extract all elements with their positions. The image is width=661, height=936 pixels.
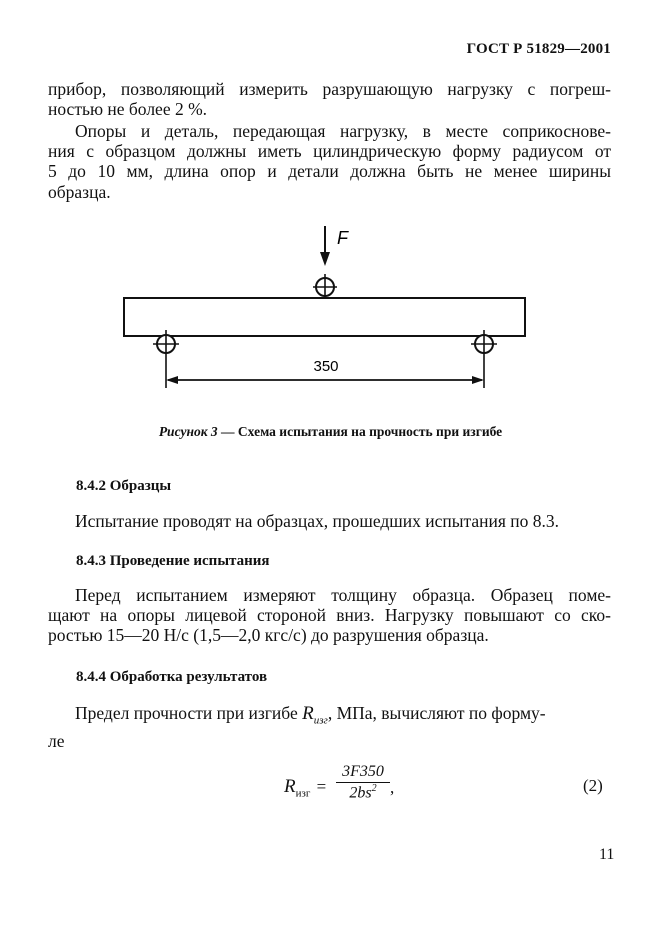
formula-denominator-base: 2bs xyxy=(349,784,372,802)
formula-lhs-sub: изг xyxy=(295,787,311,800)
bending-test-diagram xyxy=(0,0,661,420)
page-number: 11 xyxy=(599,846,615,863)
formula-denominator xyxy=(336,783,390,802)
section-8-4-3-line-3: ростью 15—20 Н/с (1,5—2,0 кгс/с) до разрушения образца. xyxy=(48,625,489,646)
equation-number: (2) xyxy=(583,776,603,795)
intro-text-after: , МПа, вычисляют по форму- xyxy=(327,703,546,723)
load-roller xyxy=(313,274,337,299)
paragraph-2-line-1: Опоры и деталь, передающая нагрузку, в месте соприкоснове- xyxy=(75,121,611,141)
intro-symbol-sub: изг xyxy=(313,714,328,727)
paragraph-1-line-1: прибор, позволяющий измерить разрушающую нагрузку с погреш- xyxy=(48,79,611,99)
section-8-4-4-line-2: ле xyxy=(48,730,65,751)
formula-numerator: 3F350 xyxy=(336,763,390,783)
section-heading-8-4-4: 8.4.4 Обработка результатов xyxy=(76,669,268,685)
figure-caption xyxy=(0,424,661,440)
intro-symbol-r: R xyxy=(302,703,314,724)
intro-text-before: Предел прочности при изгибе xyxy=(75,703,303,723)
formula-fraction xyxy=(336,763,390,802)
section-8-4-3-line-2: щают на опоры лицевой стороной вниз. Нагрузку повышают со ско- xyxy=(48,605,611,626)
section-8-4-4-line-1 xyxy=(48,703,611,731)
paragraph-2-line-4: образца. xyxy=(48,181,111,202)
paragraph-2-line-2: ния с образцом должны иметь цилиндрическую форму радиусом от xyxy=(48,141,611,162)
figure-caption-label: Рисунок 3 xyxy=(158,424,218,439)
section-heading-8-4-2: 8.4.2 Образцы xyxy=(76,478,172,494)
section-8-4-3-line-1: Перед испытанием измеряют толщину образца. Образец поме- xyxy=(75,585,611,605)
span-dimension-label: 350 xyxy=(313,358,339,375)
force-label: F xyxy=(337,228,348,248)
section-heading-8-4-3: 8.4.3 Проведение испытания xyxy=(76,553,270,569)
paragraph-2-line-3: 5 до 10 мм, длина опор и детали должна быть не менее ширины xyxy=(48,161,611,182)
formula-lhs-symbol: R xyxy=(284,776,296,797)
section-8-4-2-text xyxy=(48,511,611,531)
section-8-4-4-text xyxy=(48,703,611,751)
force-arrow xyxy=(320,226,330,266)
section-8-4-2-line-1: Испытание проводят на образцах, прошедших испытания по 8.3. xyxy=(75,511,560,531)
formula-trailing-comma: , xyxy=(390,778,395,797)
formula-equals: = xyxy=(316,777,327,796)
paragraph-1-line-2: ностью не более 2 %. xyxy=(48,99,208,120)
formula-denominator-exp: 2 xyxy=(371,783,377,794)
standard-header: ГОСТ Р 51829—2001 xyxy=(466,41,611,57)
specimen-bar xyxy=(124,298,525,336)
figure-caption-text: — Схема испытания на прочность при изгибе xyxy=(217,424,503,439)
section-8-4-3-text xyxy=(48,585,611,646)
span-dimension-line xyxy=(166,376,484,384)
formula-lhs xyxy=(284,776,326,799)
